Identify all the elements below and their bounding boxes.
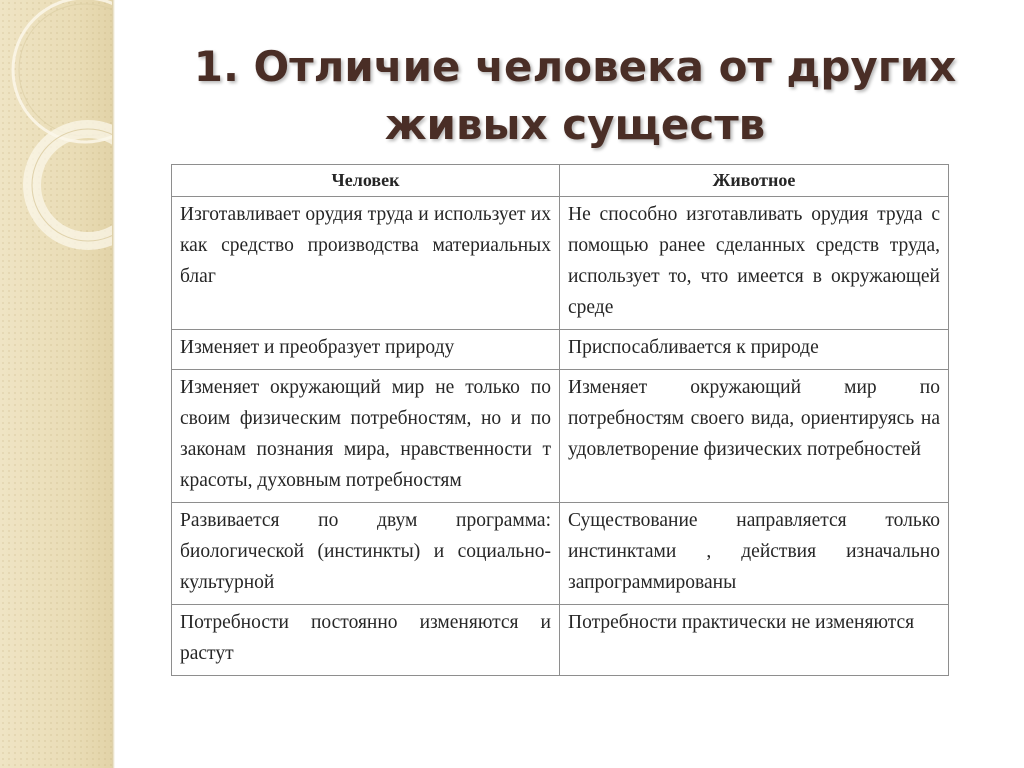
header-human: Человек bbox=[172, 165, 560, 197]
table-row bbox=[172, 197, 949, 330]
cell-human: Изменяет и преобразует природу bbox=[172, 330, 560, 370]
comparison-table bbox=[171, 164, 949, 676]
table-row bbox=[172, 503, 949, 605]
table-header-row bbox=[172, 165, 949, 197]
slide-title bbox=[150, 38, 1000, 154]
cell-animal: Существование направляется только инстинктами , действия изначально запрограммированы bbox=[560, 503, 949, 605]
table-row bbox=[172, 605, 949, 676]
decorative-rings bbox=[0, 0, 112, 768]
cell-animal: Изменяет окружающий мир по потребностям своего вида, ориентируясь на удовлетворение физических потребностей bbox=[560, 370, 949, 503]
cell-human: Изготавливает орудия труда и использует их как средство производства материальных благ bbox=[172, 197, 560, 330]
cell-animal: Не способно изготавливать орудия труда с помощью ранее сделанных средств труда, использует то, что имеется в окружающей среде bbox=[560, 197, 949, 330]
slide-title-line-1: 1. Отличие человека от других bbox=[193, 42, 957, 91]
cell-human: Изменяет окружающий мир не только по своим физическим потребностям, но и по законам познания мира, нравственности т красоты, духовным потребностям bbox=[172, 370, 560, 503]
cell-animal: Приспосабливается к природе bbox=[560, 330, 949, 370]
cell-human: Развивается по двум программа: биологической (инстинкты) и социально-культурной bbox=[172, 503, 560, 605]
side-band-edge bbox=[112, 0, 115, 768]
table-row bbox=[172, 370, 949, 503]
header-animal: Животное bbox=[560, 165, 949, 197]
cell-human: Потребности постоянно изменяются и растут bbox=[172, 605, 560, 676]
decorative-side-band bbox=[0, 0, 112, 768]
cell-animal: Потребности практически не изменяются bbox=[560, 605, 949, 676]
table-row bbox=[172, 330, 949, 370]
slide-title-line-2: живых существ bbox=[384, 100, 766, 149]
